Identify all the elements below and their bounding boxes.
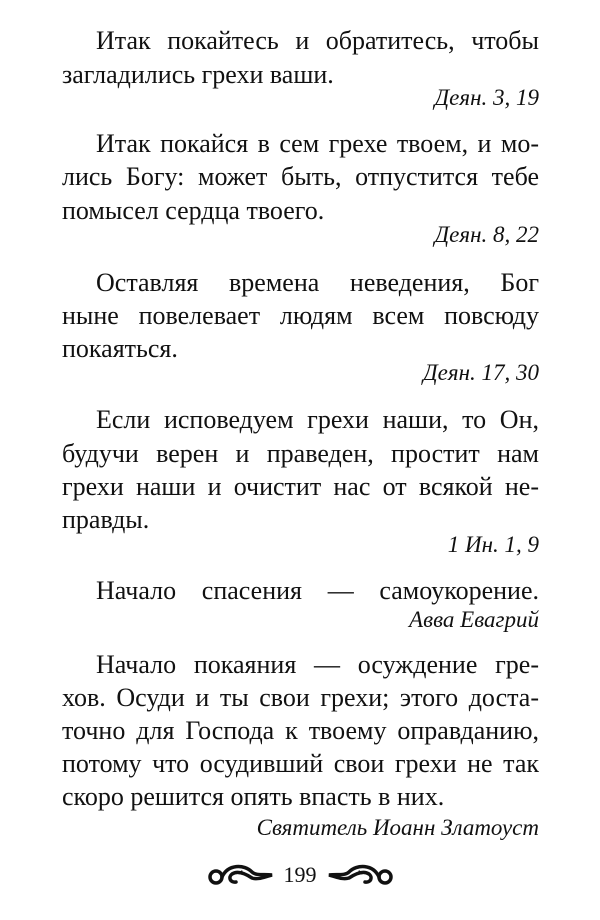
passage-line: Итак покайтесь и обратитесь, чтобы xyxy=(96,26,539,55)
page-footer xyxy=(0,858,600,892)
scripture-reference: 1 Ин. 1, 9 xyxy=(447,532,539,557)
passage-line: правды. xyxy=(62,505,150,534)
passage-line: покаяться. xyxy=(62,334,178,363)
quote-author: Святитель Иоанн Златоуст xyxy=(256,815,539,840)
scripture-reference: Деян. 3, 19 xyxy=(434,85,539,110)
passage-line: Если исповедуем грехи наши, то Он, xyxy=(96,405,539,434)
page-number: 199 xyxy=(283,862,317,887)
passage-line: грехи наши и очистит нас от всякой не- xyxy=(62,472,539,501)
passage-line: помысел сердца твоего. xyxy=(62,196,325,225)
passage-line: загладились грехи ваши. xyxy=(62,60,334,89)
scroll-ornament-right-icon xyxy=(327,862,393,888)
scripture-reference: Деян. 17, 30 xyxy=(423,360,539,385)
passage-line: точно для Господа к твоему оправданию, xyxy=(62,716,539,745)
scripture-reference: Деян. 8, 22 xyxy=(434,222,539,247)
passage-line: Оставляя времена неведения, Бог xyxy=(96,268,539,297)
passage-line: потому что осудивший свои грехи не так xyxy=(62,749,539,778)
passage-line: скоро решится опять впасть в них. xyxy=(62,782,445,811)
quote-author: Авва Евагрий xyxy=(409,607,539,632)
passage-line: будучи верен и праведен, простит нам xyxy=(62,439,539,468)
scroll-ornament-left-icon xyxy=(208,862,274,888)
passage-line: лись Богу: может быть, отпустится тебе xyxy=(62,162,539,191)
passage-line: Итак покайся в сем грехе твоем, и мо- xyxy=(96,129,539,158)
passage-line: Начало покаяния — осуждение гре- xyxy=(96,650,539,679)
passage-line: Начало спасения — самоукорение. xyxy=(96,576,539,605)
passage-line: хов. Осуди и ты свои грехи; этого доста- xyxy=(62,683,539,712)
passage-line: ныне повелевает людям всем повсюду xyxy=(62,301,539,330)
